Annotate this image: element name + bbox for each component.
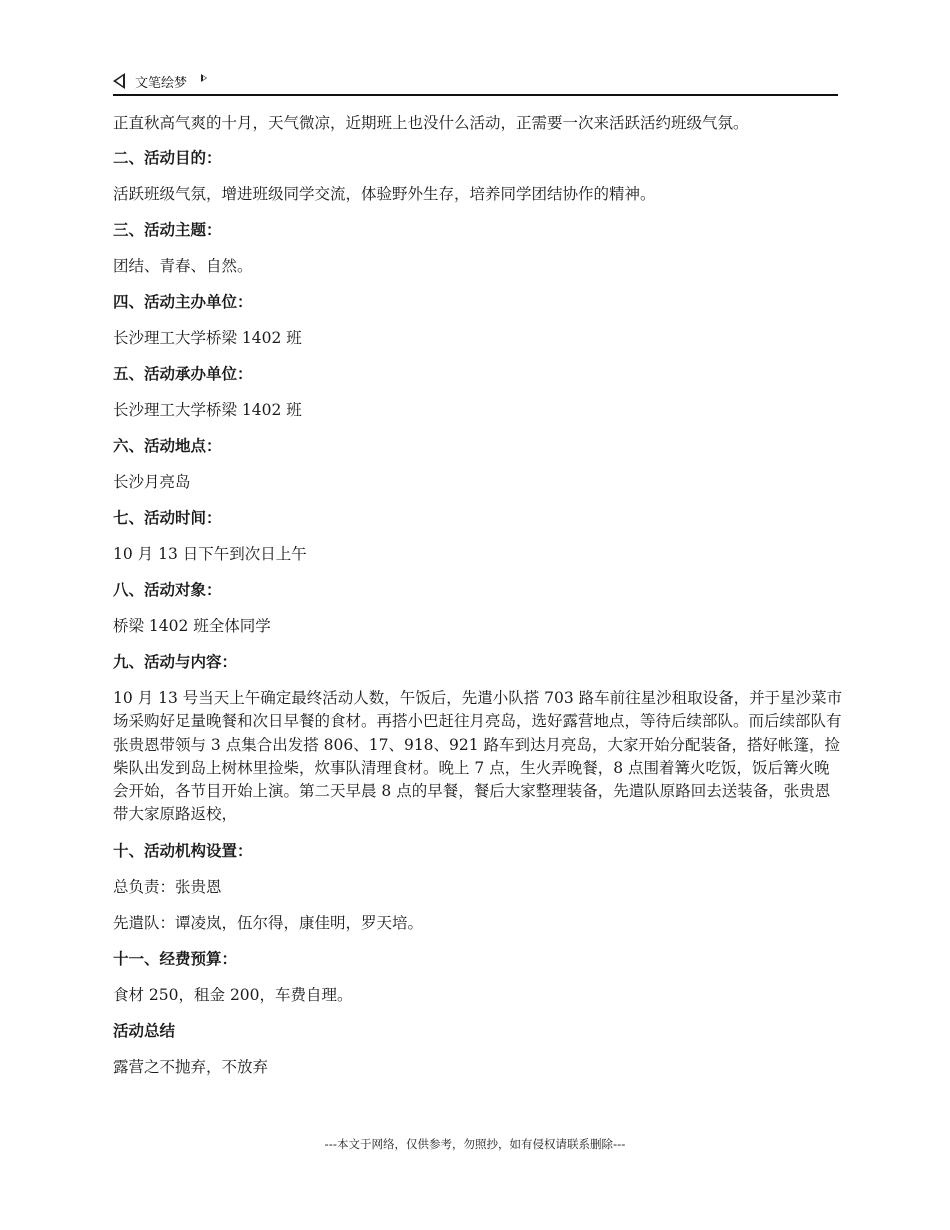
section-budget <box>113 948 843 1007</box>
section-paragraph: 先遣队：谭凌岚，伍尔得，康佳明，罗天培。 <box>113 913 424 932</box>
page-header <box>113 70 838 96</box>
section-heading: 三、活动主题： <box>113 221 222 239</box>
section-heading: 七、活动时间： <box>113 509 222 527</box>
section-heading: 九、活动与内容： <box>113 653 238 671</box>
section-paragraph: 总负责：张贵恩 <box>113 877 222 896</box>
section-heading: 八、活动对象： <box>113 581 222 599</box>
section-heading: 二、活动目的： <box>113 149 222 167</box>
section-paragraph: 长沙月亮岛 <box>113 473 191 491</box>
section-paragraph: 长沙理工大学桥梁 1402 班 <box>113 329 302 347</box>
section-paragraph: 10 月 13 日下午到次日上午 <box>113 545 307 563</box>
section-paragraph: 桥梁 1402 班全体同学 <box>113 617 271 635</box>
section-paragraph: 露营之不抛弃，不放弃 <box>113 1057 269 1076</box>
section-paragraph: 长沙理工大学桥梁 1402 班 <box>113 401 302 419</box>
document-body <box>113 112 843 1092</box>
section-heading: 活动总结 <box>113 1021 176 1040</box>
section-time <box>113 507 843 566</box>
page-footer: ---本文于网络，仅供参考，勿照抄，如有侵权请联系删除--- <box>324 1137 626 1151</box>
section-content <box>113 651 843 827</box>
section-theme <box>113 219 843 278</box>
section-paragraph: 食材 250，租金 200，车费自理。 <box>113 985 353 1004</box>
section-summary <box>113 1020 843 1079</box>
header-brand: 文笔绘梦 <box>135 76 188 91</box>
section-heading: 四、活动主办单位： <box>113 293 253 311</box>
section-heading: 六、活动地点： <box>113 437 222 455</box>
section-purpose <box>113 147 843 206</box>
section-audience <box>113 579 843 638</box>
section-paragraph: 团结、青春、自然。 <box>113 257 253 275</box>
section-heading: 五、活动承办单位： <box>113 365 253 383</box>
section-paragraph: 10 月 13 号当天上午确定最终活动人数，午饭后，先遣小队搭 703 路车前往星沙租取设备，并于星沙菜市场采购好足量晚餐和次日早餐的食材。再搭小巴赶往月亮岛，选好露营地点，等待后续部队。而后续部队有张贵恩带领与 3 点集合出发搭 806、17、918、921 路车到达月亮岛，大家开始分配装备，搭好帐篷，捡柴队出发到岛上树林里捡柴，炊事队清理食材。晚上 7 点，生火弄晚餐，8 点围着篝火吃饭，饭后篝火晚会开始，各节目开始上演。第二天早晨 8 点的早餐，餐后大家整理装备，先遣队原路回去送装备，张贵恩带大家原路返校， <box>113 689 843 824</box>
intro-paragraph: 正直秋高气爽的十月，天气微凉，近期班上也没什么活动，正需要一次来活跃活约班级气氛。 <box>113 114 749 132</box>
section-location <box>113 435 843 494</box>
section-heading: 十一、经费预算： <box>113 949 238 968</box>
section-heading: 十、活动机构设置： <box>113 841 253 860</box>
section-organization <box>113 840 843 935</box>
section-paragraph: 活跃班级气氛，增进班级同学交流，体验野外生存，培养同学团结协作的精神。 <box>113 185 656 203</box>
section-undertaker <box>113 363 843 422</box>
section-organizer <box>113 291 843 350</box>
